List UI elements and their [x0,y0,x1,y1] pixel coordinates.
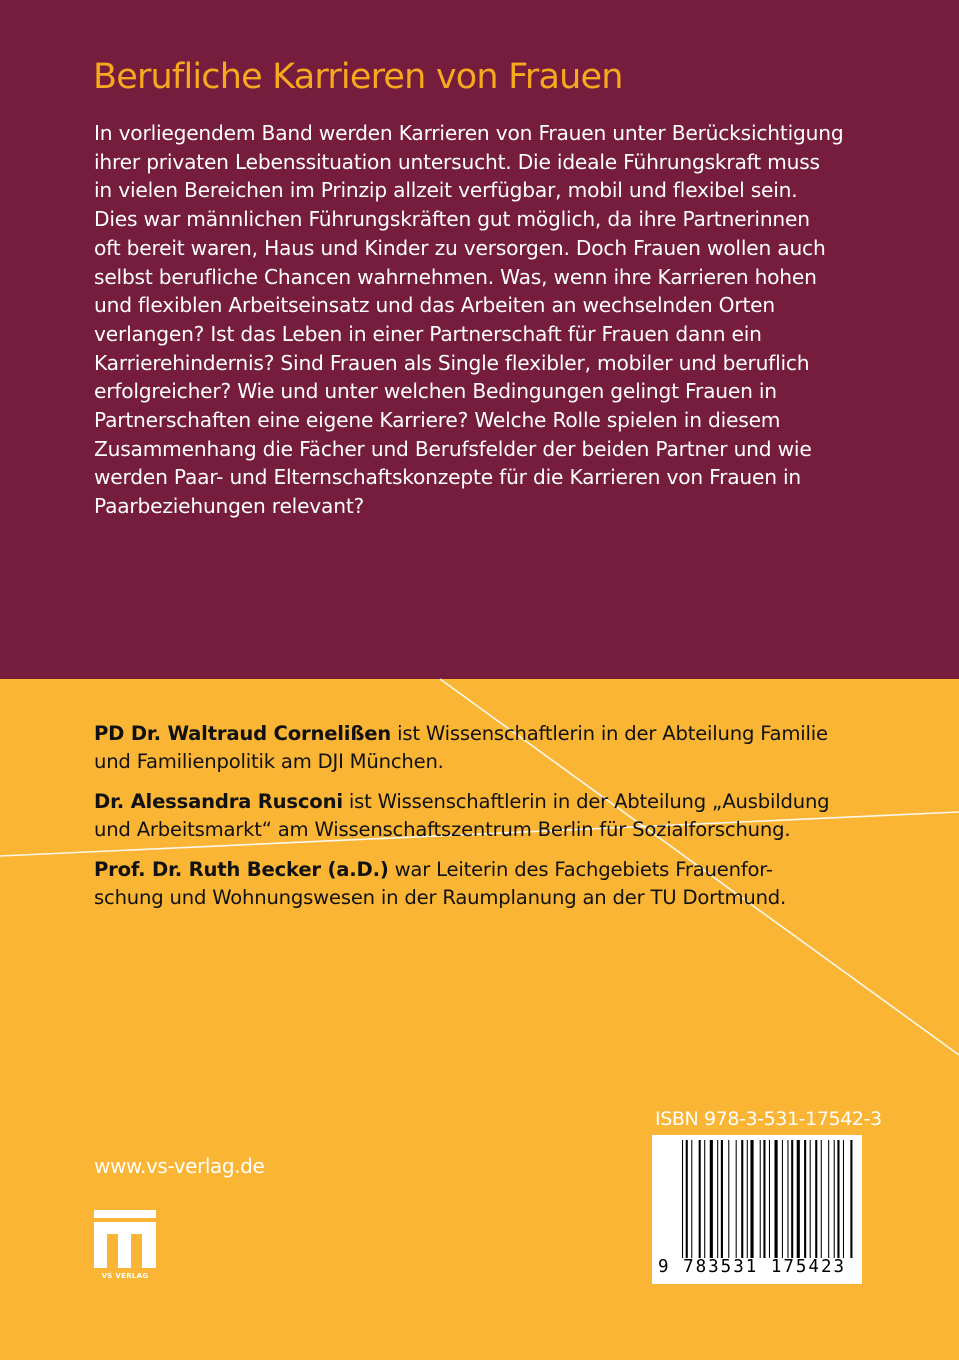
author-bio-line [94,856,894,884]
author-name: Dr. Alessandra Rusconi [94,790,343,813]
description-line: Zusammenhang die Fächer und Berufsfelder der beiden Partner und wie [94,436,812,461]
author-bio-text: ist Wissenschaftlerin in der Abteilung Familie [391,722,828,745]
barcode-bar [717,1140,718,1258]
author-bio [94,856,894,912]
barcode-bar [810,1140,811,1258]
barcode-bar [686,1140,688,1258]
isbn-label: ISBN 978-3-531-17542-3 [655,1108,882,1130]
barcode-bar [787,1140,788,1258]
barcode-bar [691,1140,692,1258]
description-line: in vielen Bereichen im Prinzip allzeit verfügbar, mobil und flexibel sein. [94,178,798,203]
description-line: selbst berufliche Chancen wahrnehmen. Was, wenn ihre Karrieren hohen [94,264,817,289]
barcode-bar [736,1140,737,1258]
author-bio [94,788,894,844]
barcode-bar [704,1140,705,1258]
description-line: und flexiblen Arbeitseinsatz und das Arbeiten an wechselnden Orten [94,293,775,318]
author-bio [94,720,894,776]
barcode-bar [834,1140,835,1258]
barcode-bar [747,1140,748,1258]
barcode-bars [682,1140,858,1258]
author-bio-line [94,788,894,816]
barcode-bar [760,1140,761,1258]
barcode-bar [769,1140,770,1258]
description-line: Dies war männlichen Führungskräften gut möglich, da ihre Partnerinnen [94,207,810,232]
description-line: Paarbeziehungen relevant? [94,494,365,519]
barcode-bar [682,1140,683,1258]
book-description [94,119,944,521]
barcode-bar [763,1140,765,1258]
barcode-bar [804,1140,806,1258]
description-line: oft bereit waren, Haus und Kinder zu versorgen. Doch Frauen wollen auch [94,235,826,260]
author-name: Prof. Dr. Ruth Becker (a.D.) [94,858,389,881]
author-bio-text: ist Wissenschaftlerin in der Abteilung „Ausbildung [342,790,830,813]
description-line: erfolgreicher? Wie und unter welchen Bedingungen gelingt Frauen in [94,379,777,404]
description-line: Partnerschaften eine eigene Karriere? Welche Rolle spielen in diesem [94,408,781,433]
barcode-bar [837,1140,839,1258]
barcode-bar [728,1140,729,1258]
description-line: ihrer privaten Lebenssituation untersucht. Die ideale Führungskraft muss [94,149,820,174]
author-name: PD Dr. Waltraud Cornelißen [94,722,392,745]
publisher-logo-text: VS VERLAG [101,1272,149,1280]
description-line: werden Paar- und Elternschaftskonzepte für die Karrieren von Frauen in [94,465,802,490]
author-bio-text: war Leiterin des Fachgebiets Frauenfor- [388,858,773,881]
author-bio-line: und Arbeitsmarkt“ am Wissenschaftszentrum Berlin für Sozialforschung. [94,818,791,841]
description-line: In vorliegendem Band werden Karrieren von Frauen unter Berücksichtigung [94,121,844,145]
barcode-bar [741,1140,743,1258]
barcode-bar [828,1140,829,1258]
author-bio-line: schung und Wohnungswesen in der Raumplanung an der TU Dortmund. [94,886,787,909]
author-bio-line: und Familienpolitik am DJI München. [94,750,444,773]
barcode-bar [710,1140,713,1258]
barcode-bar [775,1140,778,1258]
barcode-bar [815,1140,817,1258]
barcode-bar [699,1140,701,1258]
author-bio-line [94,720,894,748]
description-line: verlangen? Ist das Leben in einer Partnerschaft für Frauen dann ein [94,321,762,346]
publisher-website[interactable]: www.vs-verlag.de [94,1154,265,1178]
barcode-digits: 9 783531 175423 [658,1257,847,1277]
barcode [652,1135,862,1284]
barcode-bar [782,1140,783,1258]
barcode-bar [721,1140,723,1258]
barcode-bar [821,1140,822,1258]
author-bios [94,720,894,924]
barcode-bar [797,1140,800,1258]
book-title: Berufliche Karrieren von Frauen [93,57,623,97]
barcode-bar [791,1140,793,1258]
barcode-bar [843,1140,844,1258]
barcode-bar [850,1140,852,1258]
barcode-bar [750,1140,753,1258]
description-line: Karrierehindernis? Sind Frauen als Single flexibler, mobiler und beruflich [94,350,810,375]
